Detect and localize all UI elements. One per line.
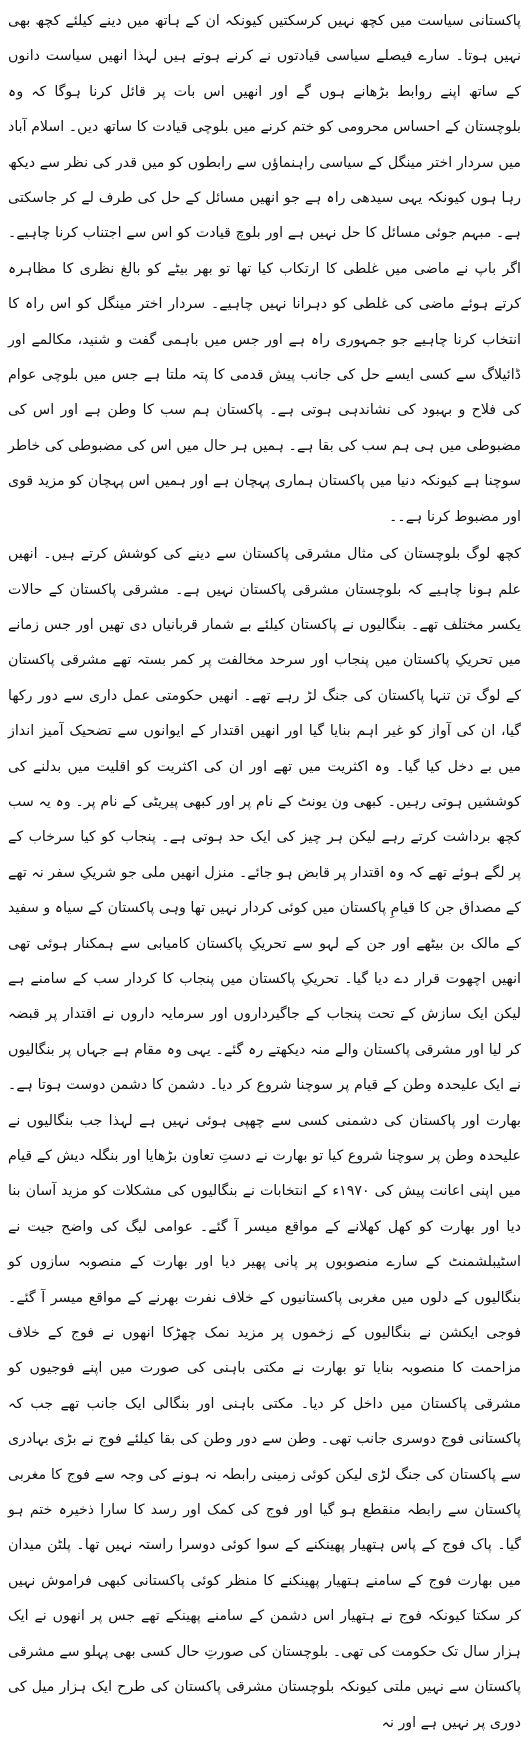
article-paragraph-1: پاکستانی سیاست میں کچھ نہیں کرسکتیں کیونکہ ان کے ہاتھ میں دینے کیلئے کچھ بھی نہیں ہوتا۔ سارے فیصلے سیاسی قیادتوں نے کرنے ہوتے ہیں لہذا انھیں سیاست دانوں کے ساتھ اپنے روابط بڑھانے ہوں گے اور انھیں اس بات پر قائل کرنا ہوگا کہ وہ بلوچستان کے احساس محرومی کو ختم کرنے میں بلوچی قیادت کا ساتھ دیں۔ اسلام آباد میں سردار اختر مینگل کے سیاسی راہنماؤں سے رابطوں کو میں قدر کی نظر سے دیکھ رہا ہوں کیونکہ یہی سیدھی راہ ہے جو انھیں مسائل کے حل کی طرف لے کر جاسکتی ہے۔ مبہم جوئی مسائل کا حل نہیں ہے اور بلوچ قیادت کو اس سے اجتناب کرنا چاہیے۔ اگر باپ نے ماضی میں غلطی کا ارتکاب کیا تھا تو بھر بیٹے کو بالغ نظری کا مظاہرہ کرتے ہوئے ماضی کی غلطی کو دہرانا نہیں چاہیے۔ سردار اختر مینگل کو اس راہ کا انتخاب کرنا چاہیے جو جمہوری راہ ہے اور جس میں باہمی گفت و شنید، مکالمے اور ڈائیلاگ سے کسی ایسے حل کی جانب پیش قدمی کا پتہ ملتا ہے جس میں بلوچی عوام کی فلاح و بہبود کی نشاندہی ہوتی ہے۔ پاکستان ہم سب کا وطن ہے اور اس کی مضبوطی میں ہی ہم سب کی بقا ہے۔ ہمیں ہر حال میں اس کی مضبوطی کی خاطر سوچنا ہے کیونکہ دنیا میں پاکستان ہماری پہچان ہے اور ہمیں اس پہچان کو مزید قوی اور مضبوط کرنا ہے۔۔ bbox=[8, 13, 521, 525]
article-paragraph-2: کچھ لوگ بلوچستان کی مثال مشرقی پاکستان سے دینے کی کوشش کرتے ہیں۔ انھیں علم ہونا چاہیے کہ بلوچستان مشرقی پاکستان نہیں ہے۔ مشرقی پاکستان کے حالات یکسر مختلف تھے۔ بنگالیوں نے پاکستان کیلئے بے شمار قربانیاں دی تھیں اور جس زمانے میں تحریکِ پاکستان میں پنجاب اور سرحد مخالفت پر کمر بستہ تھے مشرقی پاکستان کے لوگ تن تنہا پاکستان کی جنگ لڑ رہے تھے۔ انھیں حکومتی عمل داری سے دور رکھا گیا، ان کی آواز کو غیر اہم بنایا گیا اور انھیں اقتدار کے ایوانوں سے تضحیک آمیز انداز میں بے دخل کیا گیا۔ وہ اکثریت میں تھے اور ان کی اکثریت کو اقلیت میں بدلنے کی کوششیں ہوتی رہیں۔ کبھی ون یونٹ کے نام پر اور کبھی پیریٹی کے نام پر۔ وہ یہ سب کچھ برداشت کرتے رہے لیکن ہر چیز کی ایک حد ہوتی ہے۔ پنجاب کو کیا سرخاب کے پر لگے ہوئے تھے کہ وہ اقتدار پر قابض ہو جائے۔ منزل انھیں ملی جو شریکِ سفر نہ تھے کے مصداق جن کا قیامِ پاکستان میں کوئی کردار نہیں تھا وہی پاکستان کے سیاہ و سفید کے مالک بن بیٹھے اور جن کے لہو سے تحریکِ پاکستان کامیابی سے ہمکنار ہوئی تھی انھیں اچھوت قرار دے دیا گیا۔ تحریکِ پاکستان میں پنجاب کا کردار سب کے سامنے ہے لیکن ایک سازش کے تحت پنجاب کے جاگیرداروں اور سرمایہ داروں نے اقتدار پر قبضہ کر لیا اور مشرقی پاکستان والے منہ دیکھتے رہ گئے۔ یہی وہ مقام ہے جہاں پر بنگالیوں نے ایک علیحدہ وطن کے قیام پر سوچنا شروع کر دیا۔ دشمن کا دشمن دوست ہوتا ہے۔ بھارت اور پاکستان کی دشمنی کسی سے چھپی ہوئی نہیں ہے لہذا جب بنگالیوں نے علیحدہ وطن پر سوچنا شروع کیا تو بھارت نے دستِ تعاون بڑھایا اور بنگلہ دیش کے قیام میں اپنی اعانت پیش کی ۱۹۷۰ء کے انتخابات نے بنگالیوں کی مشکلات کو مزید آسان بنا دیا اور بھارت کو کھل کھلانے کے مواقع میسر آ گئے۔ عوامی لیگ کی واضح جیت نے اسٹیبلشمنٹ کے سارے منصوبوں پر پانی پھیر دیا اور بھارت کے منصوبہ سازوں کو بنگالیوں کے دلوں میں مغربی پاکستانیوں کے خلاف نفرت بھرنے کے مواقع میسر آ گئے۔ فوجی ایکشن نے بنگالیوں کے زخموں پر مزید نمک چھڑکا انھوں نے فوج کے خلاف مزاحمت کا منصوبہ بنایا تو بھارت نے مکتی باہنی کی صورت میں اپنے فوجیوں کو مشرقی پاکستان میں داخل کر دیا۔ مکتی باہنی اور بنگالی ایک جانب تھے جب کہ پاکستانی فوج دوسری جانب تھی۔ وطن سے دور وطن کی بقا کیلئے فوج نے بڑی بہادری سے پاکستان کی جنگ لڑی لیکن کوئی زمینی رابطہ نہ ہونے کی وجہ سے فوج کا مغربی پاکستان سے رابطہ منقطع ہو گیا اور فوج کی کمک اور رسد کا سارا ذخیرہ ختم ہو گیا۔ پاک فوج کے پاس ہتھیار پھینکنے کے سوا کوئی دوسرا راستہ نہیں تھا۔ پلٹن میدان میں بھارت فوج کے سامنے ہتھیار پھینکنے کا منظر کوئی پاکستانی کبھی فراموش نہیں کر سکتا کیونکہ فوج نے ہتھیار اس دشمن کے سامنے پھینکے تھے جس پر انھوں نے ایک ہزار سال تک حکومت کی تھی۔ بلوچستان کی صورتِ حال کسی بھی پہلو سے مشرقی پاکستان سے نہیں ملتی کیونکہ بلوچستان مشرقی پاکستان کی طرح ایک ہزار میل کی دوری پر نہیں ہے اور نہ bbox=[8, 546, 522, 1731]
